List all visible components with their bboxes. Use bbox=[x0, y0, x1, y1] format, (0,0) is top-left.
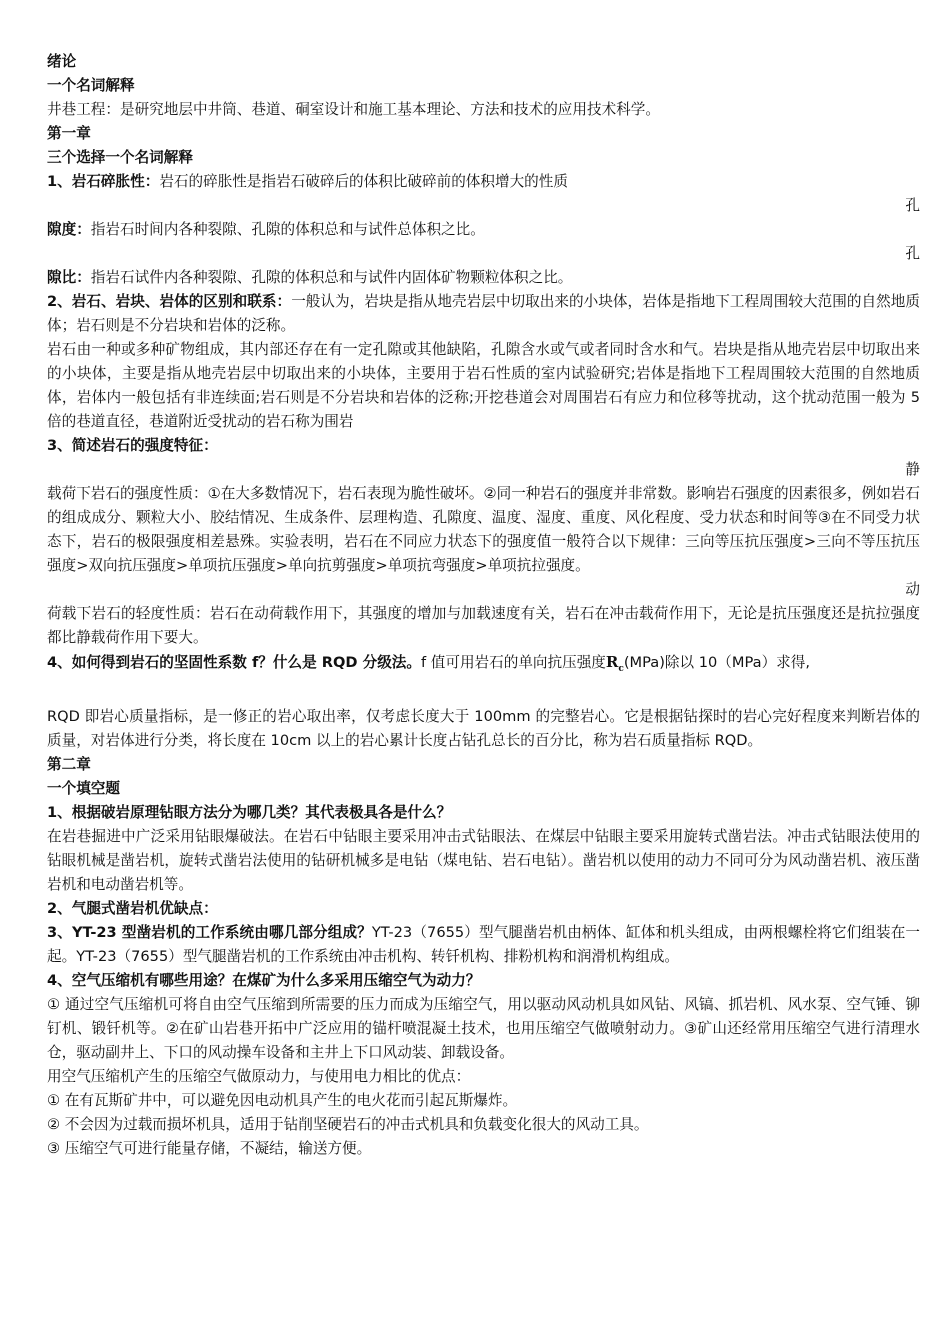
answer-text: 岩石的碎胀性是指岩石破碎后的体积比破碎前的体积增大的性质 bbox=[159, 173, 568, 190]
question-2-rock-mass bbox=[47, 290, 920, 338]
document-page bbox=[47, 50, 920, 1161]
paragraph-advantages-intro: 用空气压缩机产生的压缩空气做原动力，与使用电力相比的优点： bbox=[47, 1068, 471, 1085]
wrapped-char-porosity: 孔 bbox=[905, 197, 920, 214]
term-text: 指岩石时间内各种裂隙、孔隙的体积总和与试件总体积之比。 bbox=[90, 221, 485, 238]
subheading-intro: 一个名词解释 bbox=[47, 77, 135, 94]
blank-line bbox=[47, 681, 920, 705]
subheading-ch1: 三个选择一个名词解释 bbox=[47, 149, 193, 166]
question-3-yt23 bbox=[47, 921, 920, 969]
advantage-item-2: ② 不会因为过载而损坏机具，适用于钻削坚硬岩石的冲击式机具和负载变化很大的风动工具。 bbox=[47, 1116, 649, 1133]
question-label: 1、岩石碎胀性： bbox=[47, 173, 160, 190]
paragraph-drilling: 在岩巷掘进中广泛采用钻眼爆破法。在岩石中钻眼主要采用冲击式钻眼法、在煤层中钻眼主要采用旋转式凿岩法。冲击式钻眼法使用的钻眼机械是凿岩机，旋转式凿岩法使用的钻研机械多是电钻（煤电钻、岩石电钻）。凿岩机以使用的动力不同可分为风动凿岩机、液压凿岩机和电动凿岩机等。 bbox=[47, 828, 920, 893]
wrapped-char-void-ratio: 孔 bbox=[905, 245, 920, 262]
answer-text-cont: (MPa)除以 10（MPa）求得, bbox=[623, 654, 810, 671]
question-label: 4、如何得到岩石的坚固性系数 f？什么是 RQD 分级法。 bbox=[47, 654, 421, 671]
subheading-ch2: 一个填空题 bbox=[47, 780, 120, 797]
section-heading-intro: 绪论 bbox=[47, 53, 77, 70]
answer-text: f 值可用岩石的单向抗压强度 bbox=[420, 654, 606, 671]
formula-rc: $R_c$ bbox=[605, 653, 624, 674]
question-4-air-compressor: 4、空气压缩机有哪些用途？在煤矿为什么多采用压缩空气为动力？ bbox=[47, 972, 481, 989]
term-label: 隙度： bbox=[47, 221, 91, 238]
wrapped-char-dynamic: 动 bbox=[905, 581, 920, 598]
question-3-strength: 3、简述岩石的强度特征： bbox=[47, 437, 218, 454]
question-1-drilling: 1、根据破岩原理钻眼方法分为哪几类？其代表极具各是什么？ bbox=[47, 804, 452, 821]
term-label: 隙比： bbox=[47, 269, 91, 286]
question-2-air-leg-drill: 2、气腿式凿岩机优缺点： bbox=[47, 900, 218, 917]
chapter-heading-2: 第二章 bbox=[47, 756, 91, 773]
paragraph-dynamic-strength: 荷载下岩石的轻度性质：岩石在动荷载作用下，其强度的增加与加载速度有关，岩石在冲击载荷作用下，无论是抗压强度还是抗拉强度都比静载荷作用下要大。 bbox=[47, 605, 920, 646]
term-definition-shaft-engineering: 井巷工程：是研究地层中井筒、巷道、硐室设计和施工基本理论、方法和技术的应用技术科学。 bbox=[47, 101, 660, 118]
paragraph-rock-explanation: 岩石由一种或多种矿物组成，其内部还存在有一定孔隙或其他缺陷，孔隙含水或气或者同时含水和气。岩块是指从地壳岩层中切取出来的小块体，主要是指从地壳岩层中切取出来的小块体，主要用于岩石性质的室内试验研究;岩体是指地下工程周围较大范围的自然地质体，岩体内一般包括有非连续面;岩石则是不分岩块和岩体的泛称;开挖巷道会对周围岩石有应力和位移等扰动，这个扰动范围一般为 5 倍的巷道直径，巷道附近受扰动的岩石称为围岩 bbox=[47, 341, 920, 430]
advantage-item-3: ③ 压缩空气可进行能量存储，不凝结，输送方便。 bbox=[47, 1140, 372, 1157]
definition-porosity bbox=[47, 218, 920, 242]
chapter-heading-1: 第一章 bbox=[47, 125, 91, 142]
paragraph-compressor-uses: ① 通过空气压缩机可将自由空气压缩到所需要的压力而成为压缩空气，用以驱动风动机具如风钻、风镐、抓岩机、风水泵、空气锤、铆钉机、锻钎机等。②在矿山岩巷开拓中广泛应用的锚杆喷混凝土技术，也用压缩空气做喷射动力。③矿山还经常用压缩空气进行清理水仓，驱动副井上、下口的风动操车设备和主井上下口风动装、卸载设备。 bbox=[47, 996, 920, 1061]
question-label: 2、岩石、岩块、岩体的区别和联系： bbox=[47, 293, 292, 310]
question-1-bulking bbox=[47, 170, 920, 194]
question-label: 3、YT-23 型凿岩机的工作系统由哪几部分组成？ bbox=[47, 924, 372, 941]
paragraph-rqd: RQD 即岩心质量指标，是一修正的岩心取出率，仅考虑长度大于 100mm 的完整岩心。它是根据钻探时的岩心完好程度来判断岩体的质量，对岩体进行分类，将长度在 10cm 以上的岩心累计长度占钻孔总长的百分比，称为岩石质量指标 RQD。 bbox=[47, 708, 920, 749]
paragraph-static-strength: 载荷下岩石的强度性质：①在大多数情况下，岩石表现为脆性破坏。②同一种岩石的强度并非常数。影响岩石强度的因素很多，例如岩石的组成成分、颗粒大小、胶结情况、生成条件、层理构造、孔隙度、温度、湿度、重度、风化程度、受力状态和时间等③在不同受力状态下，岩石的极限强度相差悬殊。实验表明，岩石在不同应力状态下的强度值一般符合以下规律：三向等压抗压强度>三向不等压抗压强度>双向抗压强度>单项抗压强度>单向抗剪强度>单项抗弯强度>单项抗拉强度。 bbox=[47, 485, 920, 574]
definition-void-ratio bbox=[47, 266, 920, 290]
term-text: 指岩石试件内各种裂隙、孔隙的体积总和与试件内固体矿物颗粒体积之比。 bbox=[90, 269, 573, 286]
wrapped-char-static: 静 bbox=[905, 461, 920, 478]
answer-text: YT-23（7655）型气腿凿岩机由柄体、缸体和机头组成，由两根螺栓将它们组装在一起。YT-23（7655）型气腿凿岩机的工作系统由冲击机构、转钎机构、排粉机构和润滑机构组成。 bbox=[47, 924, 921, 965]
advantage-item-1: ① 在有瓦斯矿井中，可以避免因电动机具产生的电火花而引起瓦斯爆炸。 bbox=[47, 1092, 518, 1109]
answer-text: 一般认为，岩块是指从地壳岩层中切取出来的小块体，岩体是指地下工程周围较大范围的自然地质体；岩石则是不分岩块和岩体的泛称。 bbox=[47, 293, 921, 334]
question-4-firmness bbox=[47, 650, 920, 681]
